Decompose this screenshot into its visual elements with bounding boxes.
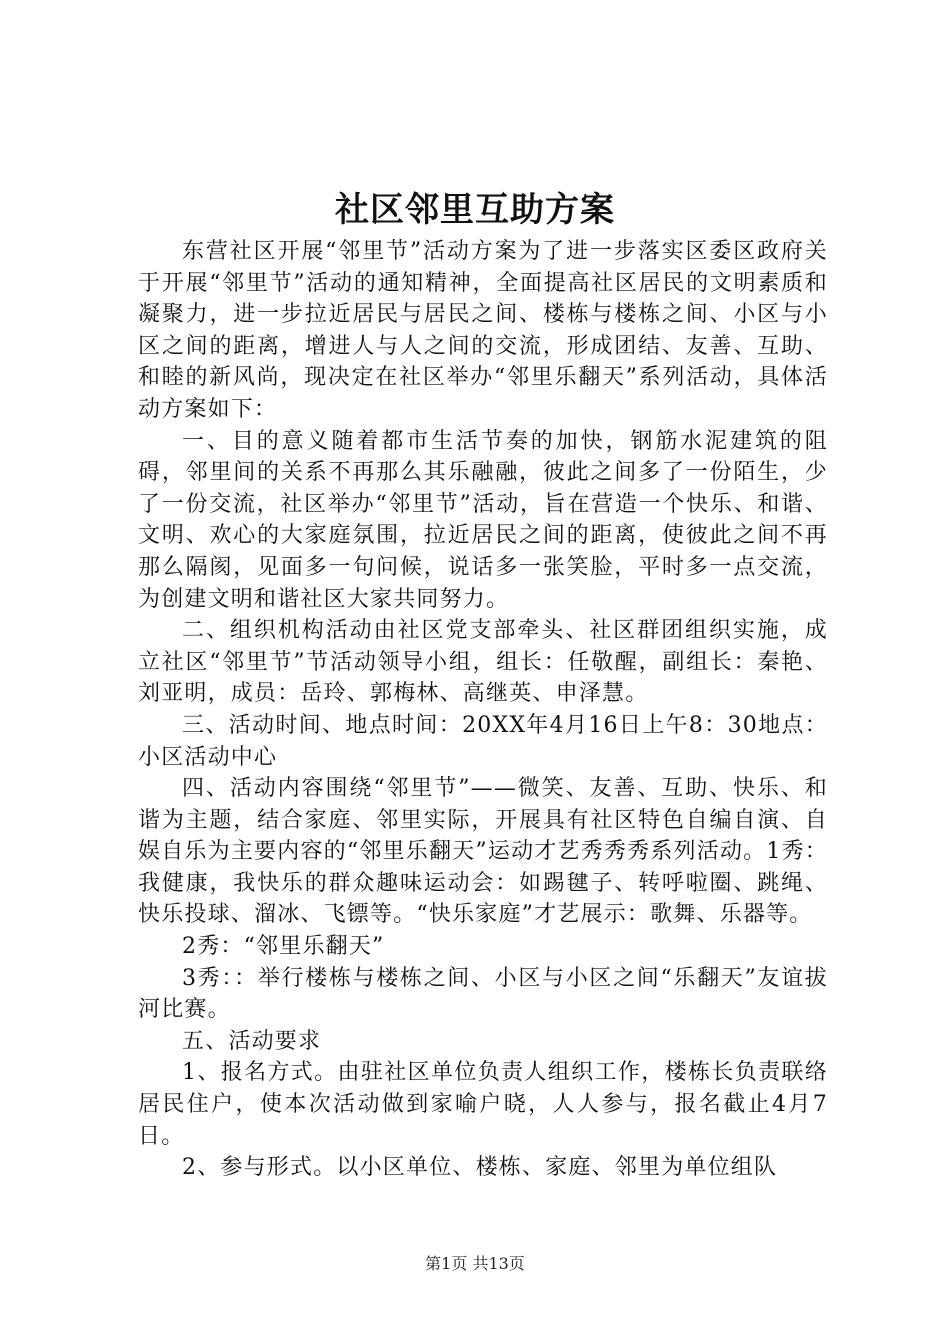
document-body bbox=[138, 236, 828, 1184]
document-title: 社区邻里互助方案 bbox=[335, 190, 615, 230]
paragraph-show-3: 3秀：：举行楼栋与楼栋之间、小区与小区之间“乐翻天”友谊拔河比赛。 bbox=[138, 965, 828, 1023]
paragraph-content: 四、活动内容围绕“邻里节”——微笑、友善、互助、快乐、和谐为主题，结合家庭、邻里实际，开展具有社区特色自编自演、自娱自乐为主要内容的“邻里乐翻天”运动才艺秀秀秀系列活动。1秀：我健康，我快乐的群众趣味运动会：如踢毽子、转呼啦圈、跳绳、快乐投球、溜冰、飞镖等。“快乐家庭”才艺展示：歌舞、乐器等。 bbox=[138, 776, 828, 928]
paragraph-organization: 二、组织机构活动由社区党支部牵头、社区群团组织实施，成立社区“邻里节”节活动领导小组，组长：任敬醒，副组长：秦艳、刘亚明，成员：岳玲、郭梅林、高继英、申泽慧。 bbox=[138, 618, 828, 707]
paragraph-time-place: 三、活动时间、地点时间：20XX年4月16日上午8：30地点：小区活动中心 bbox=[138, 712, 828, 770]
paragraph-show-2: 2秀：“邻里乐翻天” bbox=[182, 934, 385, 960]
paragraph-requirements-heading: 五、活动要求 bbox=[182, 1028, 322, 1054]
paragraph-participation: 2、参与形式。以小区单位、楼栋、家庭、邻里为单位组队 bbox=[182, 1155, 778, 1181]
page-number: 第1页 共13页 bbox=[425, 1254, 525, 1273]
paragraph-intro: 东营社区开展“邻里节”活动方案为了进一步落实区委区政府关于开展“邻里节”活动的通知精神，全面提高社区居民的文明素质和凝聚力，进一步拉近居民与居民之间、楼栋与楼栋之间、小区与小区之间的距离，增进人与人之间的交流，形成团结、友善、互助、和睦的新风尚，现决定在社区举办“邻里乐翻天”系列活动，具体活动方案如下： bbox=[138, 239, 828, 422]
paragraph-purpose: 一、目的意义随着都市生活节奏的加快，钢筋水泥建筑的阻碍，邻里间的关系不再那么其乐融融，彼此之间多了一份陌生，少了一份交流，社区举办“邻里节”活动，旨在营造一个快乐、和谐、文明、欢心的大家庭氛围，拉近居民之间的距离，使彼此之间不再那么隔阂，见面多一句问候，说话多一张笑脸，平时多一点交流，为创建文明和谐社区大家共同努力。 bbox=[138, 428, 828, 612]
paragraph-registration: 1、报名方式。由驻社区单位负责人组织工作，楼栋长负责联络居民住户，使本次活动做到家喻户晓，人人参与，报名截止4月7日。 bbox=[138, 1060, 828, 1149]
